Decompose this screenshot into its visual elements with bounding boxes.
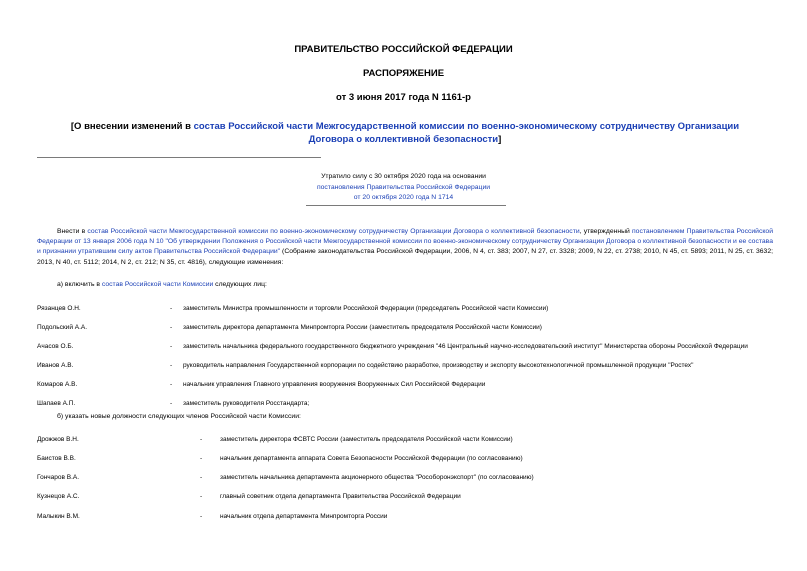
person-position: заместитель директора департамента Минпромторга России (заместитель председателя Российской части Комиссии) — [183, 324, 542, 331]
document-title — [60, 120, 750, 146]
section-b-heading: б) указать новые должности следующих членов Российской части Комиссии: — [57, 413, 301, 420]
intro-text-1: Внести в — [57, 228, 88, 235]
dash: - — [200, 455, 203, 462]
person-position: заместитель Министра промышленности и торговли Российской Федерации (председатель Российской части Комиссии) — [183, 305, 549, 312]
lost-force-note — [0, 172, 807, 204]
section-a-heading — [57, 280, 267, 290]
intro-paragraph — [37, 227, 773, 268]
section-a-text-2: следующих лиц: — [213, 281, 267, 288]
document-date-number: от 3 июня 2017 года N 1161-р — [336, 92, 471, 103]
person-position: заместитель руководителя Росстандарта; — [183, 400, 310, 407]
person-position: руководитель направления Государственной корпорации по содействию разработке, производству и экспорту высокотехнологичной промышленной продукции "Ростех" — [183, 362, 694, 369]
intro-text-3: (Собрание законодательства Российской Федерации, 2006, N 4, ст. 383; 2007, N 27, ст. 3328; 2009, N 22, ст. 2738; 2010, N 45, ст. 5893; 2011, N 25, ст. 3632; 2013, N 40, ст. 5112; 2014, N 2, ст. 212; N 35, ст. 4816), следующие изменения: — [37, 248, 773, 266]
lost-force-link-2[interactable]: от 20 октября 2020 года N 1714 — [353, 194, 454, 201]
dash: - — [170, 400, 173, 407]
person-name: Комаров А.В. — [37, 381, 78, 388]
dash: - — [170, 362, 173, 369]
person-name: Кузнецов А.С. — [37, 493, 80, 500]
person-name: Ачасов О.Б. — [37, 343, 74, 350]
section-a-link[interactable]: состав Российской части Комиссии — [101, 281, 214, 288]
dash: - — [170, 343, 173, 350]
section-a-text-1: а) включить в — [57, 281, 102, 288]
person-name: Малыкин В.М. — [37, 513, 80, 520]
person-position: начальник департамента аппарата Совета Безопасности Российской Федерации (по согласованию) — [220, 455, 523, 462]
lost-force-link-1[interactable]: постановления Правительства Российской Федерации — [316, 183, 491, 191]
divider — [306, 205, 506, 206]
lost-force-text: Утратило силу с 30 октября 2020 года на основании — [321, 173, 486, 180]
dash: - — [170, 324, 173, 331]
dash: - — [170, 381, 173, 388]
intro-text-2: , утвержденный — [579, 228, 632, 235]
person-name: Подольский А.А. — [37, 324, 88, 331]
person-position: начальник отдела департамента Минпромторга России — [220, 513, 388, 520]
title-link[interactable]: состав Российской части Межгосударственной комиссии по военно-экономическому сотрудничеству Организации Договора о коллективной безопасности — [193, 121, 740, 145]
person-position: заместитель начальника федерального государственного бюджетного учреждения "46 Центральный научно-исследовательский институт" Министерства обороны Российской Федерации — [183, 343, 748, 350]
person-position: начальник управления Главного управления вооружения Вооруженных Сил Российской Федерации — [183, 381, 486, 388]
person-name: Баистов В.В. — [37, 455, 76, 462]
government-heading: ПРАВИТЕЛЬСТВО РОССИЙСКОЙ ФЕДЕРАЦИИ — [294, 44, 513, 55]
dash: - — [200, 493, 203, 500]
intro-link-composition[interactable]: состав Российской части Межгосударственной комиссии по военно-экономическому сотрудничеству Организации Договора о коллективной безопасности — [87, 228, 580, 235]
dash: - — [170, 305, 173, 312]
dash: - — [200, 474, 203, 481]
person-name: Шапаев А.П. — [37, 400, 76, 407]
dash: - — [200, 436, 203, 443]
person-position: заместитель директора ФСВТС России (заместитель председателя Российской части Комиссии) — [220, 436, 513, 443]
person-name: Рязанцев О.Н. — [37, 305, 81, 312]
document-type: РАСПОРЯЖЕНИЕ — [362, 68, 445, 79]
dash: - — [200, 513, 203, 520]
intro-link-resolution[interactable]: постановлением Правительства Российской Федерации от 13 января 2006 года N 10 "Об утверждении Положения о Российской части Межгосударственной комиссии по военно-экономическому сотрудничеству Организации Договора о коллективной безопасности и ее состава и признании утратившим силу актов Правительства Российской Федерации" — [37, 228, 773, 256]
person-position: заместитель начальника департамента акционерного общества "Рособоронэкспорт" (по согласованию) — [220, 474, 534, 481]
title-open: [О внесении изменений в — [70, 121, 194, 132]
person-name: Иванов А.В. — [37, 362, 74, 369]
title-close: ] — [498, 134, 502, 145]
person-name: Дрожжов В.Н. — [37, 436, 79, 443]
person-position: главный советник отдела департамента Правительства Российской Федерации — [220, 493, 461, 500]
person-name: Гончаров В.А. — [37, 474, 80, 481]
divider — [37, 157, 321, 158]
